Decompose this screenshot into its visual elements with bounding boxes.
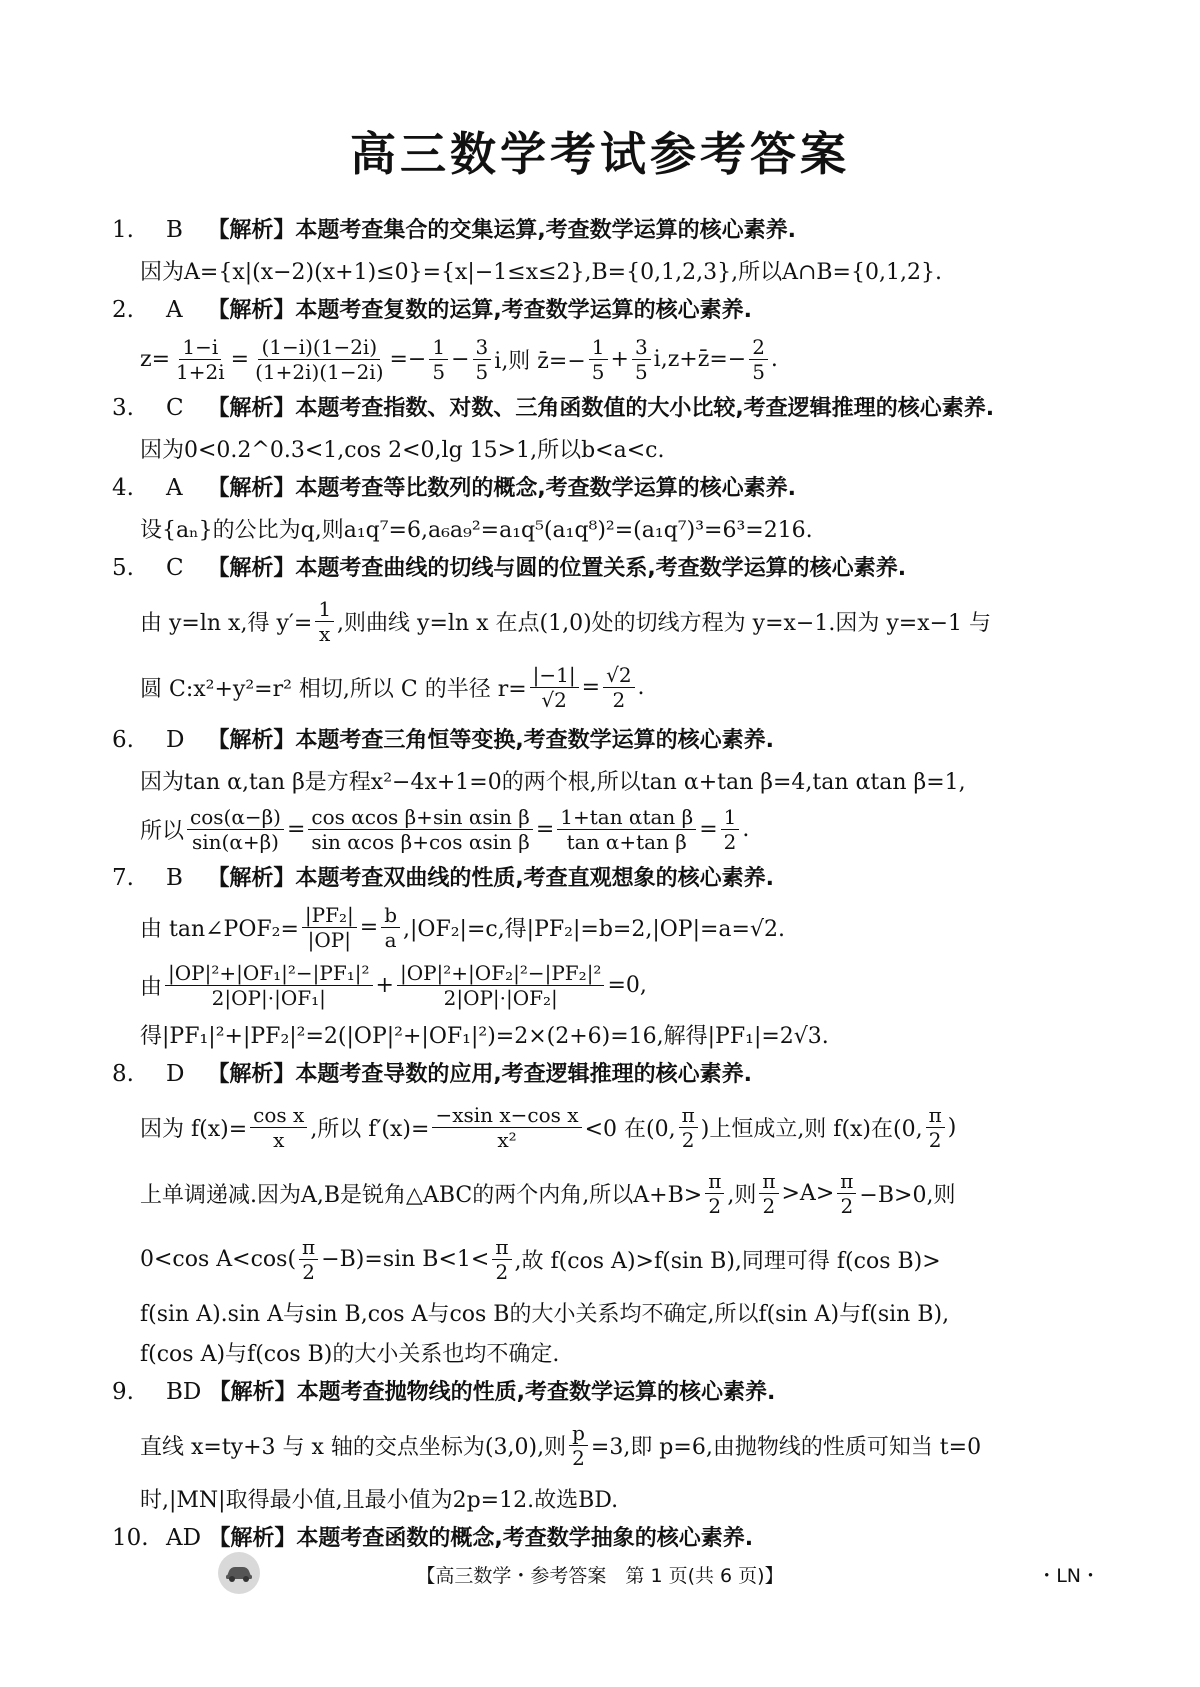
equation-text: 0<cos A<cos( bbox=[140, 1246, 297, 1272]
fraction bbox=[429, 335, 448, 384]
solution-line: 得|PF₁|²+|PF₂|²=2(|OP|²+|OF₁|²)=2×(2+6)=16,解得|PF₁|=2√3. bbox=[140, 1023, 829, 1049]
denominator: 5 bbox=[634, 359, 648, 384]
equation-text: 上单调递减.因为A,B是锐角△ABC的两个内角,所以A+B> bbox=[140, 1182, 703, 1208]
question-header bbox=[112, 1518, 1102, 1558]
numerator: 1 bbox=[589, 335, 608, 360]
solution-line: 设{aₙ}的公比为q,则a₁q⁷=6,a₆a₉²=a₁q⁵(a₁q⁸)²=(a₁q⁷)³=6³=216. bbox=[140, 517, 813, 543]
solution-line: 因为A={x|(x−2)(x+1)≤0}={x|−1≤x≤2},B={0,1,2,3},所以A∩B={0,1,2}. bbox=[140, 259, 942, 285]
denominator: √2 bbox=[541, 687, 567, 712]
question-number: 7. bbox=[112, 865, 134, 891]
equation-text: 由 tan∠POF₂= bbox=[140, 916, 299, 942]
fraction bbox=[308, 805, 532, 854]
numerator: 1+tan αtan β bbox=[557, 805, 696, 830]
question-number: 9. bbox=[112, 1379, 134, 1405]
numerator: 1 bbox=[721, 805, 740, 830]
denominator: 5 bbox=[432, 359, 446, 384]
denominator: a bbox=[384, 927, 397, 952]
denominator: 2|OP|·|OF₁| bbox=[211, 985, 326, 1010]
equation-text: . bbox=[742, 816, 750, 842]
numerator: 3 bbox=[632, 335, 651, 360]
fraction bbox=[492, 1235, 511, 1284]
question-8 bbox=[112, 1054, 1102, 1372]
numerator: |−1| bbox=[530, 663, 579, 688]
denominator: 2 bbox=[723, 829, 737, 854]
analysis-tag: 【解析】 bbox=[207, 218, 296, 243]
numerator: π bbox=[705, 1169, 724, 1194]
equation-text: = bbox=[286, 816, 306, 842]
question-number: 1. bbox=[112, 217, 134, 243]
analysis-tag: 【解析】 bbox=[207, 396, 296, 421]
question-number: 8. bbox=[112, 1061, 134, 1087]
analysis-description: 本题考查集合的交集运算,考查数学运算的核心素养. bbox=[295, 218, 797, 243]
denominator: 5 bbox=[475, 359, 489, 384]
numerator: −xsin x−cos x bbox=[432, 1103, 581, 1128]
question-number: 6. bbox=[112, 727, 134, 753]
answer-choice: D bbox=[166, 1061, 185, 1087]
equation-text: 由 bbox=[140, 974, 163, 1000]
fraction bbox=[187, 805, 284, 854]
numerator: (1−i)(1−2i) bbox=[258, 335, 380, 360]
equation-text: =0, bbox=[607, 972, 647, 998]
solution-equation bbox=[112, 1160, 1102, 1226]
analysis-description: 本题考查导数的应用,考查逻辑推理的核心素养. bbox=[295, 1062, 753, 1087]
analysis-description: 本题考查函数的概念,考查数学抽象的核心素养. bbox=[296, 1526, 754, 1551]
numerator: 1 bbox=[315, 597, 334, 622]
equation-text: =− bbox=[389, 346, 427, 372]
question-header bbox=[112, 720, 1102, 760]
denominator: x² bbox=[497, 1127, 517, 1152]
equation-text: 所以 bbox=[140, 818, 185, 844]
fraction bbox=[749, 335, 768, 384]
numerator: 2 bbox=[749, 335, 768, 360]
denominator: 2 bbox=[762, 1193, 776, 1218]
solution-line: 时,|MN|取得最小值,且最小值为2p=12.故选BD. bbox=[140, 1487, 619, 1513]
fraction bbox=[603, 663, 634, 712]
numerator: |PF₂| bbox=[302, 903, 357, 928]
answer-choice: C bbox=[166, 395, 184, 421]
equation-text: ,故 f(cos A)>f(sin B),同理可得 f(cos B)> bbox=[514, 1248, 941, 1274]
question-number: 2. bbox=[112, 297, 134, 323]
page-title: 高三数学考试参考答案 bbox=[350, 127, 850, 181]
fraction bbox=[705, 1169, 724, 1218]
answer-list bbox=[112, 210, 1102, 1558]
fraction bbox=[165, 961, 373, 1010]
analysis-description: 本题考查三角恒等变换,考查数学运算的核心素养. bbox=[295, 728, 775, 753]
answer-choice: B bbox=[166, 865, 183, 891]
question-header bbox=[112, 1372, 1102, 1412]
question-header bbox=[112, 1054, 1102, 1094]
analysis-description: 本题考查指数、对数、三角函数值的大小比较,考查逻辑推理的核心素养. bbox=[295, 396, 995, 421]
denominator: 2 bbox=[840, 1193, 854, 1218]
denominator: sin(α+β) bbox=[191, 829, 279, 854]
answer-choice: C bbox=[166, 555, 184, 581]
denominator: 2 bbox=[612, 687, 626, 712]
numerator: π bbox=[492, 1235, 511, 1260]
equation-text: )上恒成立,则 f(x)在(0, bbox=[700, 1116, 923, 1142]
solution-equation bbox=[112, 800, 1102, 858]
analysis-tag: 【解析】 bbox=[208, 1380, 297, 1405]
fraction bbox=[432, 1103, 581, 1152]
solution-equation bbox=[112, 1412, 1102, 1478]
equation-text: = bbox=[230, 346, 250, 372]
fraction bbox=[299, 1235, 318, 1284]
answer-choice: A bbox=[166, 297, 183, 323]
numerator: cos(α−β) bbox=[187, 805, 284, 830]
answer-choice: BD bbox=[166, 1379, 202, 1405]
question-9 bbox=[112, 1372, 1102, 1518]
analysis-tag: 【解析】 bbox=[207, 476, 296, 501]
question-number: 4. bbox=[112, 475, 134, 501]
equation-text: = bbox=[581, 674, 601, 700]
footer-text: 【高三数学・参考答案 第 1 页(共 6 页)】 bbox=[416, 1565, 784, 1587]
solution-line: 因为0<0.2^0.3<1,cos 2<0,lg 15>1,所以b<a<c. bbox=[140, 437, 665, 463]
denominator: 2 bbox=[928, 1127, 942, 1152]
numerator: cos αcos β+sin αsin β bbox=[308, 805, 532, 830]
numerator: √2 bbox=[603, 663, 634, 688]
numerator: |OP|²+|OF₁|²−|PF₁|² bbox=[165, 961, 373, 986]
question-3 bbox=[112, 388, 1102, 468]
question-5 bbox=[112, 548, 1102, 720]
fraction bbox=[837, 1169, 856, 1218]
solution-equation bbox=[112, 1094, 1102, 1160]
fraction bbox=[759, 1169, 778, 1218]
question-number: 5. bbox=[112, 555, 134, 581]
equation-text: ,则 bbox=[727, 1182, 757, 1208]
denominator: 2 bbox=[572, 1445, 585, 1470]
denominator: tan α+tan β bbox=[566, 829, 687, 854]
fraction bbox=[173, 335, 228, 384]
equation-text: ,所以 f′(x)= bbox=[310, 1116, 430, 1142]
denominator: 1+2i bbox=[176, 359, 225, 384]
solution-equation bbox=[112, 956, 1102, 1014]
equation-text: 因为 f(x)= bbox=[140, 1116, 248, 1142]
numerator: π bbox=[759, 1169, 778, 1194]
solution-equation bbox=[112, 1226, 1102, 1292]
equation-text: z= bbox=[140, 346, 171, 372]
analysis-description: 本题考查复数的运算,考查数学运算的核心素养. bbox=[295, 298, 753, 323]
question-header bbox=[112, 858, 1102, 898]
fraction bbox=[569, 1421, 588, 1470]
answer-choice: B bbox=[166, 217, 183, 243]
fraction bbox=[589, 335, 608, 384]
numerator: π bbox=[837, 1169, 856, 1194]
denominator: 2 bbox=[708, 1193, 722, 1218]
numerator: cos x bbox=[250, 1103, 307, 1128]
analysis-description: 本题考查曲线的切线与圆的位置关系,考查数学运算的核心素养. bbox=[295, 556, 907, 581]
denominator: 5 bbox=[591, 359, 605, 384]
fraction bbox=[252, 335, 386, 384]
fraction bbox=[679, 1103, 698, 1152]
equation-text: i,则 z̄=− bbox=[494, 348, 586, 374]
denominator: (1+2i)(1−2i) bbox=[255, 359, 384, 384]
denominator: sin αcos β+cos αsin β bbox=[311, 829, 530, 854]
equation-text: = bbox=[359, 914, 379, 940]
numerator: π bbox=[679, 1103, 698, 1128]
denominator: 2 bbox=[681, 1127, 695, 1152]
numerator: 3 bbox=[473, 335, 492, 360]
question-2 bbox=[112, 290, 1102, 388]
question-header bbox=[112, 290, 1102, 330]
denominator: 5 bbox=[752, 359, 765, 384]
equation-text: i,z+z̄=− bbox=[653, 346, 747, 372]
fraction bbox=[926, 1103, 945, 1152]
question-number: 10. bbox=[112, 1525, 149, 1551]
question-10 bbox=[112, 1518, 1102, 1558]
solution-line: 因为tan α,tan β是方程x²−4x+1=0的两个根,所以tan α+tan β=4,tan αtan β=1, bbox=[140, 769, 966, 795]
denominator: 2 bbox=[302, 1259, 315, 1284]
equation-text: ,则曲线 y=ln x 在点(1,0)处的切线方程为 y=x−1.因为 y=x−1 与 bbox=[337, 610, 992, 636]
answer-choice: AD bbox=[166, 1525, 202, 1551]
analysis-description: 本题考查抛物线的性质,考查数学运算的核心素养. bbox=[296, 1380, 776, 1405]
equation-text: − bbox=[451, 346, 470, 372]
analysis-tag: 【解析】 bbox=[207, 556, 296, 581]
fraction bbox=[397, 961, 605, 1010]
analysis-tag: 【解析】 bbox=[207, 728, 296, 753]
question-1 bbox=[112, 210, 1102, 290]
analysis-tag: 【解析】 bbox=[207, 866, 296, 891]
numerator: π bbox=[299, 1235, 318, 1260]
question-6 bbox=[112, 720, 1102, 858]
question-header bbox=[112, 468, 1102, 508]
question-4 bbox=[112, 468, 1102, 548]
analysis-tag: 【解析】 bbox=[207, 298, 296, 323]
answer-choice: D bbox=[166, 727, 185, 753]
equation-text: 圆 C:x²+y²=r² 相切,所以 C 的半径 r= bbox=[140, 676, 527, 702]
question-number: 3. bbox=[112, 395, 134, 421]
question-header bbox=[112, 548, 1102, 588]
analysis-description: 本题考查等比数列的概念,考查数学运算的核心素养. bbox=[295, 476, 797, 501]
analysis-tag: 【解析】 bbox=[207, 1062, 296, 1087]
denominator: |OP| bbox=[307, 927, 351, 952]
denominator: 2|OP|·|OF₂| bbox=[443, 985, 558, 1010]
denominator: x bbox=[319, 621, 331, 646]
numerator: p bbox=[569, 1421, 588, 1446]
fraction bbox=[473, 335, 492, 384]
question-header bbox=[112, 210, 1102, 250]
denominator: x bbox=[273, 1127, 285, 1152]
fraction bbox=[721, 805, 740, 854]
equation-text: 由 y=ln x,得 y′= bbox=[140, 610, 313, 636]
equation-text: + bbox=[610, 346, 629, 372]
solution-equation bbox=[112, 898, 1102, 956]
solution-line: f(cos A)与f(cos B)的大小关系也均不确定. bbox=[140, 1341, 560, 1367]
footer-code: ・LN・ bbox=[1037, 1565, 1100, 1587]
equation-text: −B>0,则 bbox=[859, 1182, 956, 1208]
fraction bbox=[381, 903, 400, 952]
analysis-tag: 【解析】 bbox=[208, 1526, 297, 1551]
numerator: 1 bbox=[429, 335, 448, 360]
numerator: π bbox=[926, 1103, 945, 1128]
equation-text: =3,即 p=6,由抛物线的性质可知当 t=0 bbox=[590, 1434, 982, 1460]
equation-text: <0 在(0, bbox=[584, 1116, 676, 1142]
equation-text: −B)=sin B<1< bbox=[321, 1246, 490, 1272]
page-footer bbox=[0, 1556, 1200, 1596]
question-header bbox=[112, 388, 1102, 428]
solution-line: f(sin A).sin A与sin B,cos A与cos B的大小关系均不确定,所以f(sin A)与f(sin B), bbox=[140, 1301, 950, 1327]
equation-text: >A> bbox=[781, 1180, 835, 1206]
solution-equation bbox=[112, 654, 1102, 720]
equation-text: . bbox=[770, 346, 778, 372]
equation-text: ) bbox=[947, 1114, 957, 1140]
analysis-description: 本题考查双曲线的性质,考查直观想象的核心素养. bbox=[295, 866, 775, 891]
numerator: 1−i bbox=[179, 335, 221, 360]
denominator: 2 bbox=[495, 1259, 509, 1284]
fraction bbox=[250, 1103, 307, 1152]
equation-text: . bbox=[637, 674, 645, 700]
equation-text: ,|OF₂|=c,得|PF₂|=b=2,|OP|=a=√2. bbox=[403, 916, 785, 942]
fraction bbox=[302, 903, 357, 952]
fraction bbox=[530, 663, 579, 712]
fraction bbox=[632, 335, 651, 384]
solution-equation bbox=[112, 588, 1102, 654]
answer-choice: A bbox=[166, 475, 183, 501]
solution-equation bbox=[112, 330, 1102, 388]
equation-text: = bbox=[699, 816, 718, 842]
equation-text: = bbox=[535, 816, 555, 842]
numerator: b bbox=[381, 903, 400, 928]
equation-text: + bbox=[375, 972, 394, 998]
numerator: |OP|²+|OF₂|²−|PF₂|² bbox=[397, 961, 605, 986]
equation-text: 直线 x=ty+3 与 x 轴的交点坐标为(3,0),则 bbox=[140, 1434, 567, 1460]
fraction bbox=[557, 805, 696, 854]
fraction bbox=[315, 597, 334, 646]
question-7 bbox=[112, 858, 1102, 1054]
